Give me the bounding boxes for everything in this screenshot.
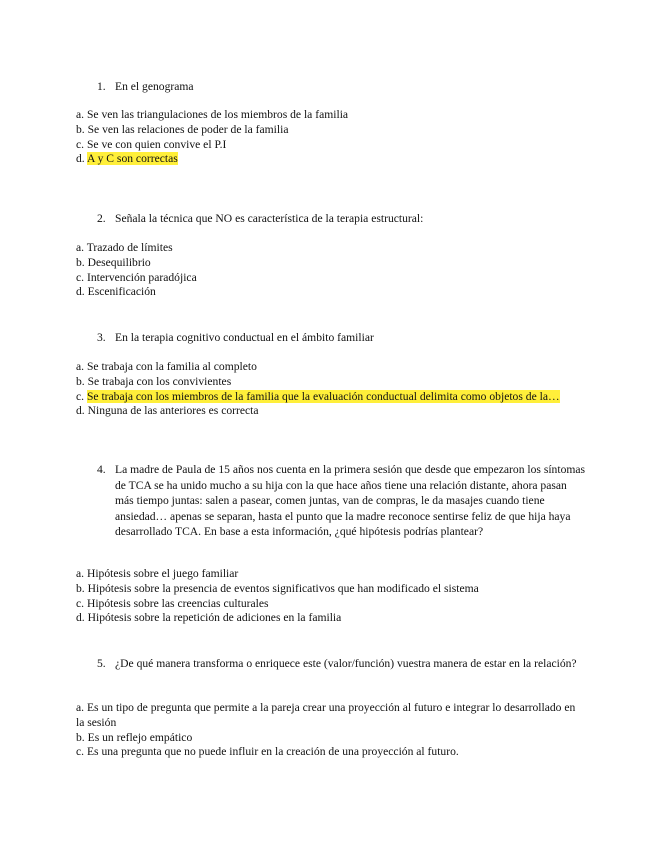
question-text: En el genograma: [115, 80, 194, 93]
option-c: c. Intervención paradójica: [76, 270, 197, 284]
option-b: b. Se ven las relaciones de poder de la familia: [76, 122, 289, 136]
question-4: [97, 462, 587, 540]
option-c: c. Se ve con quien convive el P.I: [76, 137, 227, 151]
option-a: a. Se trabaja con la familia al completo: [76, 360, 257, 373]
option-a: a. Hipótesis sobre el juego familiar: [76, 567, 239, 580]
option-c: c. Es una pregunta que no puede influir en la creación de una proyección al futuro.: [76, 745, 459, 759]
option-d: d. Escenificación: [76, 285, 156, 299]
option-a: a. Trazado de límites: [76, 241, 173, 254]
option-d: d. Hipótesis sobre la repetición de adiciones en la familia: [76, 611, 342, 625]
option-c-highlighted: c. Se trabaja con los miembros de la familia que la evaluación conductual delimita como objetos de la…: [76, 389, 560, 403]
question-5: [97, 656, 587, 672]
question-text: ¿De qué manera transforma o enriquece este (valor/función) vuestra manera de estar en la relación?: [115, 657, 577, 670]
question-2: [97, 211, 587, 227]
question-1-options: [76, 108, 586, 167]
question-number: 2.: [97, 212, 106, 225]
question-text: En la terapia cognitivo conductual en el ámbito familiar: [115, 331, 374, 344]
question-2-options: [76, 241, 586, 300]
highlight-mark: A y C son correctas: [86, 152, 178, 166]
question-3-options: [76, 360, 586, 419]
question-5-options: [76, 701, 586, 760]
option-a: a. Es un tipo de pregunta que permite a la pareja crear una proyección al futuro e integrar lo desarrollado en la sesión: [76, 701, 576, 729]
option-d: d. Ninguna de las anteriores es correcta: [76, 404, 259, 418]
option-a: a. Se ven las triangulaciones de los miembros de la familia: [76, 108, 349, 121]
option-b: b. Es un reflejo empático: [76, 730, 193, 744]
question-3: [97, 330, 587, 346]
question-text: La madre de Paula de 15 años nos cuenta en la primera sesión que desde que empezaron los síntomas de TCA se ha unido mucho a su hija con la que hace años tiene una relación distante, ahora pasan más tiempo juntas: salen a pasear, comen juntas, van de compras, le da masajes cuando tiene ansiedad… apenas se separan, hasta el punto que la madre reconoce sentirse feliz de que hija haya desarrollado TCA. En base a esta información, ¿qué hipótesis podrías plantear?: [115, 463, 586, 538]
option-d-highlighted: d. A y C son correctas: [76, 152, 178, 166]
option-b: b. Se trabaja con los convivientes: [76, 374, 232, 388]
question-4-options: [76, 567, 586, 626]
question-number: 4.: [97, 463, 106, 476]
option-b: b. Hipótesis sobre la presencia de eventos significativos que han modificado el sistema: [76, 581, 479, 595]
highlight-mark: Se trabaja con los miembros de la familia que la evaluación conductual delimita como objetos de la…: [86, 389, 560, 403]
question-text: Señala la técnica que NO es característica de la terapia estructural:: [115, 212, 424, 225]
question-number: 5.: [97, 657, 106, 670]
option-b: b. Desequilibrio: [76, 255, 151, 269]
question-number: 1.: [97, 80, 106, 93]
option-c: c. Hipótesis sobre las creencias culturales: [76, 596, 269, 610]
question-1: [97, 79, 587, 95]
question-number: 3.: [97, 331, 106, 344]
